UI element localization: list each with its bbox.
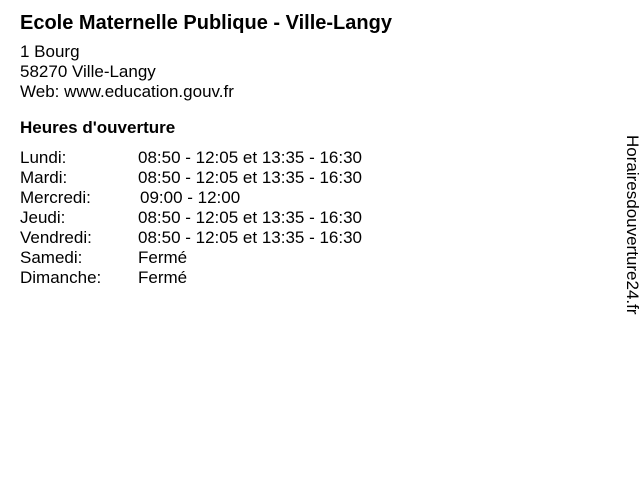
page-title: Ecole Maternelle Publique - Ville-Langy [20,12,392,34]
day-label: Lundi: [20,148,67,167]
hours-row-sunday [20,268,600,288]
day-hours: 09:00 - 12:00 [140,188,241,207]
day-hours: Fermé [138,268,188,287]
day-label: Jeudi: [20,208,66,227]
day-hours: 08:50 - 12:05 et 13:35 - 16:30 [138,208,363,227]
website-text: Web: www.education.gouv.fr [20,82,234,101]
hours-row-monday [20,148,600,168]
site-watermark: Horairesdouverture24.fr [623,135,642,315]
address-street: 1 Bourg [20,42,80,61]
hours-row-thursday [20,208,600,228]
day-hours: Fermé [138,248,188,267]
hours-list [20,148,600,288]
day-hours: 08:50 - 12:05 et 13:35 - 16:30 [138,148,363,167]
day-label: Samedi: [20,248,83,267]
day-label: Dimanche: [20,268,102,287]
address-city: 58270 Ville-Langy [20,62,156,81]
day-label: Vendredi: [20,228,92,247]
day-hours: 08:50 - 12:05 et 13:35 - 16:30 [138,168,363,187]
hours-row-friday [20,228,600,248]
day-hours: 08:50 - 12:05 et 13:35 - 16:30 [138,228,363,247]
hours-row-tuesday [20,168,600,188]
hours-heading: Heures d'ouverture [20,118,176,137]
hours-row-wednesday [20,188,600,208]
hours-row-saturday [20,248,600,268]
address-block [20,42,600,102]
day-label: Mercredi: [20,188,91,207]
day-label: Mardi: [20,168,68,187]
school-card [20,10,600,288]
